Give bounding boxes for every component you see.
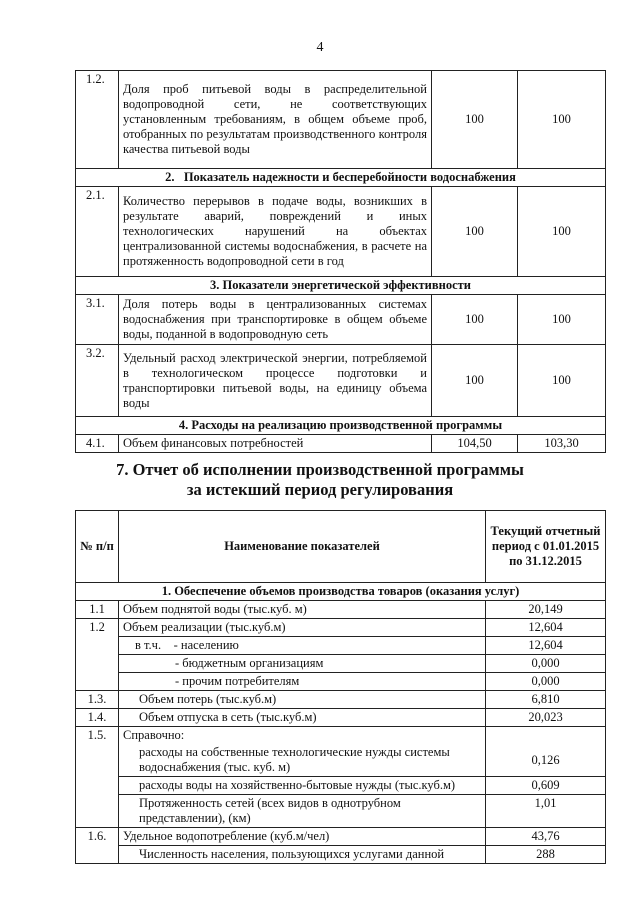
table-row — [76, 795, 606, 828]
table-row — [76, 828, 606, 846]
section-title-line-2: за истекший период регулирования — [186, 480, 454, 499]
section-row — [76, 277, 606, 295]
row-value: 20,149 — [486, 601, 606, 619]
row-value: 0,000 — [486, 655, 606, 673]
section-heading: 1. Обеспечение объемов производства товаров (оказания услуг) — [76, 583, 606, 601]
row-description: Объем финансовых потребностей — [119, 435, 432, 453]
row-number: 1.2 — [76, 619, 119, 691]
row-number: 3.1. — [76, 295, 119, 345]
row-number: 1.4. — [76, 709, 119, 727]
row-value: 43,76 — [486, 828, 606, 846]
row-value — [486, 727, 606, 745]
row-value-2: 100 — [518, 187, 606, 277]
table-row — [76, 435, 606, 453]
row-name: Объем реализации (тыс.куб.м) — [119, 619, 486, 637]
row-value: 0,126 — [486, 744, 606, 777]
row-description: Удельный расход электрической энергии, потребляемой в технологическом процессе подготовки и транспортировки питьевой воды, на единицу объема воды — [119, 345, 432, 417]
report-table — [75, 510, 606, 864]
row-number: 1.5. — [76, 727, 119, 828]
row-value-1: 100 — [432, 187, 518, 277]
row-value: 0,000 — [486, 673, 606, 691]
row-name: Протяженность сетей (всех видов в однотрубном представлении), (км) — [119, 795, 486, 828]
section-heading: 2. Показатель надежности и бесперебойности водоснабжения — [76, 169, 606, 187]
page-number: 4 — [316, 40, 324, 55]
row-name: Численность населения, пользующихся услугами данной — [119, 846, 486, 864]
section-row — [76, 169, 606, 187]
row-name: - бюджетным организациям — [119, 655, 486, 673]
row-description: Доля потерь воды в централизованных системах водоснабжения при транспортировке в общем объеме воды, поданной в водопроводную сеть — [119, 295, 432, 345]
header-row — [76, 511, 606, 583]
row-number: 1.2. — [76, 71, 119, 169]
row-name: Объем поднятой воды (тыс.куб. м) — [119, 601, 486, 619]
row-value: 0,609 — [486, 777, 606, 795]
section-heading: 3. Показатели энергетической эффективности — [76, 277, 606, 295]
row-value-2: 100 — [518, 295, 606, 345]
row-number: 1.6. — [76, 828, 119, 864]
row-name: Объем отпуска в сеть (тыс.куб.м) — [119, 709, 486, 727]
row-name: - прочим потребителям — [119, 673, 486, 691]
section-heading: 4. Расходы на реализацию производственной программы — [76, 417, 606, 435]
table-row — [76, 295, 606, 345]
row-description: Доля проб питьевой воды в распределительной водопроводной сети, не соответствующих установленным требованиям, в общем объеме проб, отобранных по результатам производственного контроля качества питьевой воды — [119, 71, 432, 169]
table-row — [76, 673, 606, 691]
row-description: Количество перерывов в подаче воды, возникших в результате аварий, повреждений и иных технологических нарушений на объектах централизованной системы водоснабжения, в расчете на протяженность водопроводной сети в год — [119, 187, 432, 277]
row-name: расходы на собственные технологические нужды системы водоснабжения (тыс. куб. м) — [119, 744, 486, 777]
row-value-1: 100 — [432, 71, 518, 169]
row-name: Объем потерь (тыс.куб.м) — [119, 691, 486, 709]
row-number: 2.1. — [76, 187, 119, 277]
table-row — [76, 727, 606, 745]
row-name: в т.ч. - населению — [119, 637, 486, 655]
row-value-2: 100 — [518, 71, 606, 169]
section-title-line-1: 7. Отчет об исполнении производственной программы — [116, 460, 524, 479]
table-row — [76, 71, 606, 169]
row-value: 20,023 — [486, 709, 606, 727]
section-row — [76, 583, 606, 601]
row-value-2: 100 — [518, 345, 606, 417]
row-value: 288 — [486, 846, 606, 864]
header-num: № п/п — [76, 511, 119, 583]
table-row — [76, 777, 606, 795]
row-name: расходы воды на хозяйственно-бытовые нужды (тыс.куб.м) — [119, 777, 486, 795]
table-row — [76, 601, 606, 619]
section-row — [76, 417, 606, 435]
row-value-1: 100 — [432, 295, 518, 345]
table-row — [76, 709, 606, 727]
table-row — [76, 619, 606, 637]
table-row — [76, 846, 606, 864]
row-value-1: 104,50 — [432, 435, 518, 453]
header-name: Наименование показателей — [119, 511, 486, 583]
row-value-1: 100 — [432, 345, 518, 417]
table-row — [76, 691, 606, 709]
section-title — [0, 460, 640, 500]
indicators-table — [75, 70, 606, 453]
row-value: 6,810 — [486, 691, 606, 709]
row-value-2: 103,30 — [518, 435, 606, 453]
row-name: Удельное водопотребление (куб.м/чел) — [119, 828, 486, 846]
table-row — [76, 744, 606, 777]
row-number: 1.1 — [76, 601, 119, 619]
header-period: Текущий отчетный период с 01.01.2015 по 31.12.2015 — [486, 511, 606, 583]
row-number: 4.1. — [76, 435, 119, 453]
row-value: 12,604 — [486, 637, 606, 655]
row-number: 3.2. — [76, 345, 119, 417]
row-value: 12,604 — [486, 619, 606, 637]
table-row — [76, 345, 606, 417]
row-name: Справочно: — [119, 727, 486, 745]
row-value: 1,01 — [486, 795, 606, 828]
table-row — [76, 637, 606, 655]
row-number: 1.3. — [76, 691, 119, 709]
table-row — [76, 655, 606, 673]
table-row — [76, 187, 606, 277]
